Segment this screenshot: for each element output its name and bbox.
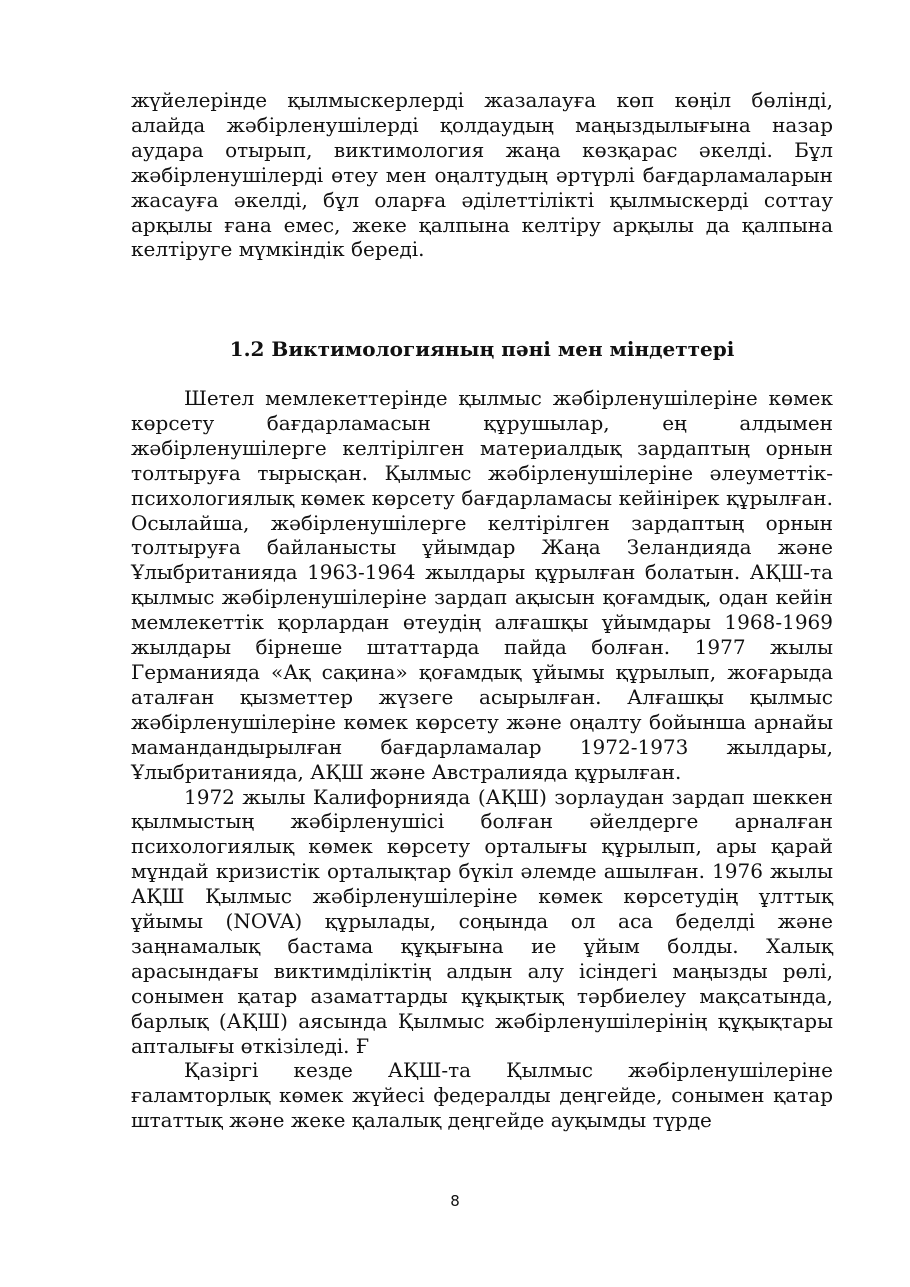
section-body [131, 386, 833, 1133]
intro-paragraph: жүйелерінде қылмыскерлерді жазалауға көп көңіл бөлінді, алайда жәбірленушілерді қолдаудың маңыздылығына назар аудара отырып, виктимология жаңа көзқарас әкелді. Бұл жәбірленушілерді өтеу мен оңалтудың әртүрлі бағдарламаларын жасауға әкелді, бұл оларға әділеттілікті қылмыскерді соттау арқылы ғана емес, жеке қалпына келтіру арқылы да қалпына келтіруге мүмкіндік береді. [131, 88, 833, 262]
paragraph: Шетел мемлекеттерінде қылмыс жәбірленушілеріне көмек көрсету бағдарламасын құрушылар, ең алдымен жәбірленушілерге келтірілген материалдық зардаптың орнын толтыруға тырысқан. Қылмыс жәбірленушілеріне әлеуметтік-психологиялық көмек көрсету бағдарламасы кейінірек құрылған. Осылайша, жәбірленушілерге келтірілген зардаптың орнын толтыруға байланысты ұйымдар Жаңа Зеландияда және Ұлыбританияда 1963-1964 жылдары құрылған болатын. АҚШ-та қылмыс жәбірленушілеріне зардап ақысын қоғамдық, одан кейін мемлекеттік қорлардан өтеудің алғашқы ұйымдары 1968-1969 жылдары бірнеше штаттарда пайда болған. 1977 жылы Германияда «Ақ сақина» қоғамдық ұйымы құрылып, жоғарыда аталған қызметтер жүзеге асырылған. Алғашқы қылмыс жәбірленушілеріне көмек көрсету және оңалту бойынша арнайы мамандандырылған бағдарламалар 1972-1973 жылдары, Ұлыбританияда, АҚШ және Австралияда құрылған. [131, 386, 833, 784]
intro-text [131, 88, 833, 262]
paragraph: 1972 жылы Калифорнияда (АҚШ) зорлаудан зардап шеккен қылмыстың жәбірленушісі болған әйелдерге арналған психологиялық көмек көрсету орталығы құрылып, ары қарай мұндай кризистік орталықтар бүкіл әлемде ашылған. 1976 жылы АҚШ Қылмыс жәбірленушілеріне көмек көрсетудің ұлттық ұйымы (NOVA) құрылады, соңында ол аса беделді және заңнамалық бастама құқығына ие ұйым болды. Халық арасындағы виктимділіктің алдын алу ісіндегі маңызды рөлі, сонымен қатар азаматтарды құқықтық тәрбиелеу мақсатында, барлық (АҚШ) аясында Қылмыс жәбірленушілерінің құқықтары апталығы өткізіледі. Ғ [131, 784, 833, 1058]
paragraph: Қазіргі кезде АҚШ-та Қылмыс жәбірленушілеріне ғаламторлық көмек жүйесі федералды деңгейде, сонымен қатар штаттық және жеке қалалық деңгейде ауқымды түрде [131, 1058, 833, 1133]
page-number: 8 [450, 1192, 460, 1210]
section-heading: 1.2 Виктимологияның пәні мен міндеттері [229, 337, 735, 361]
